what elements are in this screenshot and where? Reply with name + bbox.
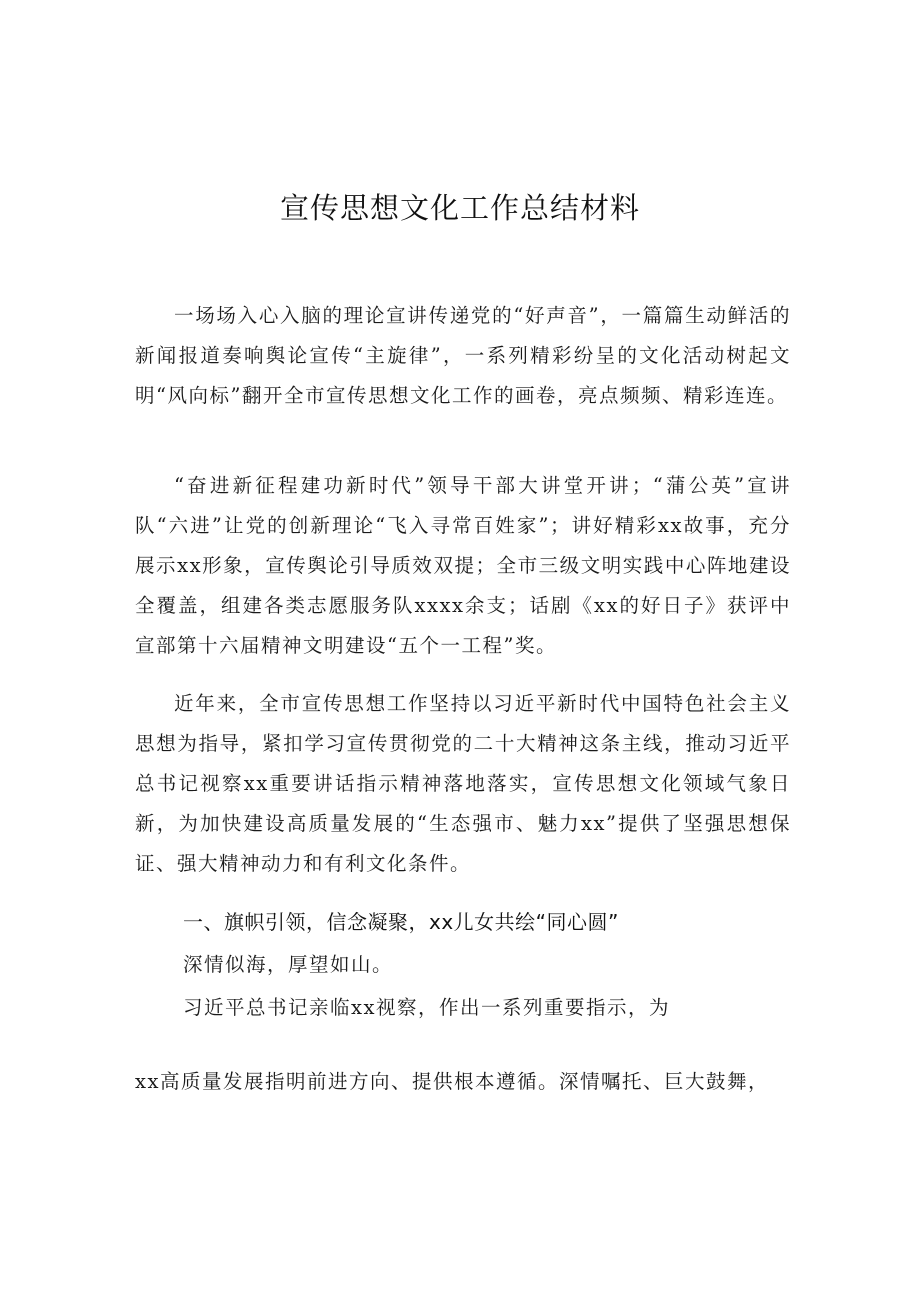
- paragraph-highlights: “奋进新征程建功新时代”领导干部大讲堂开讲；“蒲公英”宣讲队“六进”让党的创新理论“飞入寻常百姓家”；讲好精彩xx故事，充分展示xx形象，宣传舆论引导质效双提；全市三级文明实践中心阵地建设全覆盖，组建各类志愿服务队xxxx余支；话剧《xx的好日子》获评中宣部第十六届精神文明建设“五个一工程”奖。: [135, 474, 791, 657]
- body-line: xx高质量发展指明前进方向、提供根本遵循。深情嘱托、巨大鼓舞，: [135, 1070, 769, 1093]
- section-heading: 一、旗帜引领，信念凝聚，xx儿女共绘“同心圆”: [183, 910, 619, 934]
- body-line: 深情似海，厚望如山。: [183, 953, 394, 976]
- paragraph-overview: 近年来，全市宣传思想工作坚持以习近平新时代中国特色社会主义思想为指导，紧扣学习宣传贯彻党的二十大精神这条主线，推动习近平总书记视察xx重要讲话指示精神落地落实，宣传思想文化领域气象日新，为加快建设高质量发展的“生态强市、魅力xx”提供了坚强思想保证、强大精神动力和有利文化条件。: [135, 692, 791, 875]
- paragraph-intro: 一场场入心入脑的理论宣讲传递党的“好声音”，一篇篇生动鲜活的新闻报道奏响舆论宣传“主旋律”，一系列精彩纷呈的文化活动树起文明“风向标”翻开全市宣传思想文化工作的画卷，亮点频频、精彩连连。: [135, 304, 791, 407]
- body-line: 习近平总书记亲临xx视察，作出一系列重要指示，为: [183, 996, 670, 1019]
- document-title: 宣传思想文化工作总结材料: [279, 191, 640, 225]
